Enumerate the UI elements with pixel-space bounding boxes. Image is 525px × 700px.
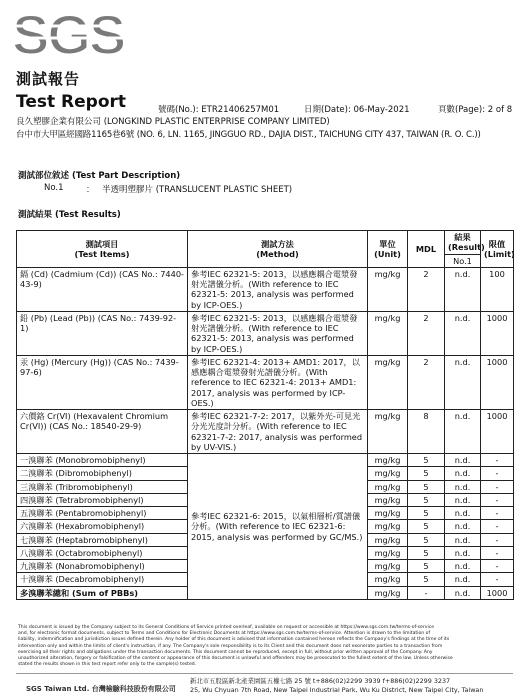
mdl-cell: 5 [408,520,445,533]
footer-address-zh: 新北市五股區新北產業園區五權七路 25 號 t+886(02)2299 3939 f+886(02)2299 3237 [190,677,451,685]
mdl-cell: 5 [408,467,445,480]
unit-cell: mg/kg [368,267,408,311]
sample-number: No.1 [44,183,64,193]
footer-address [190,677,483,695]
col-method: 測試方法 (Method) [188,231,368,268]
unit-cell: mg/kg [368,355,408,409]
table-row [17,267,514,311]
disclaimer-line: intervention only and within the limits of client's instruction, if any. The Company's sole responsibility is to its Client and this document does not exonerate parties to a transaction from [18,643,443,649]
limit-cell: - [481,560,514,573]
mdl-cell: 5 [408,533,445,546]
test-item: 三溴聯苯 (Tribromobiphenyl) [17,480,188,493]
title-chinese: 測試報告 [16,70,81,88]
result-cell: n.d. [445,480,481,493]
test-item: 汞 (Hg) (Mercury (Hg)) (CAS No.: 7439-97-6) [17,355,188,409]
col-result: 結果 (Result) [445,231,481,255]
company-address: 台中市大甲區經國路1165巷6號 (NO. 6, LN. 1165, JINGGUO RD., DAJIA DIST., TAICHUNG CITY 437, TAIWAN (R. O. C.)) [16,130,481,140]
test-method: 參考IEC 62321-6: 2015，以氣相層析/質譜儀分析。(With reference to IEC 62321-6: 2015, analysis was performed by GC/MS.) [188,454,368,600]
test-item: 六溴聯苯 (Hexabromobiphenyl) [17,520,188,533]
test-method: 參考IEC 62321-5: 2013，以感應耦合電漿發射光譜儀分析。(With reference to IEC 62321-5: 2013, analysis was performed by ICP-OES.) [188,311,368,355]
test-item: 鎘 (Cd) (Cadmium (Cd)) (CAS No.: 7440-43-9) [17,267,188,311]
sample-separator: ： [86,185,95,195]
unit-cell: mg/kg [368,493,408,506]
result-cell: n.d. [445,507,481,520]
limit-cell: - [481,493,514,506]
mdl-cell: 5 [408,480,445,493]
table-row [17,311,514,355]
limit-cell: 1000 [481,311,514,355]
result-cell: n.d. [445,520,481,533]
test-part-heading: 測試部位敘述 (Test Part Description) [18,171,181,181]
unit-cell: mg/kg [368,311,408,355]
unit-cell: mg/kg [368,507,408,520]
limit-cell: 100 [481,267,514,311]
test-item: 九溴聯苯 (Nonabromobiphenyl) [17,560,188,573]
test-item: 六價鉻 Cr(VI) (Hexavalent Chromium Cr(VI)) (CAS No.: 18540-29-9) [17,410,188,454]
disclaimer-line: exercising all their rights and obligations under the transaction documents. This document cannot be reproduced, except in full, without prior written approval of the Company. Any [18,649,433,655]
limit-cell: - [481,467,514,480]
mdl-cell: 2 [408,355,445,409]
sgs-logo [10,4,160,62]
col-unit: 單位 (Unit) [368,231,408,268]
test-item: 鉛 (Pb) (Lead (Pb)) (CAS No.: 7439-92-1) [17,311,188,355]
result-cell: n.d. [445,560,481,573]
test-item: 七溴聯苯 (Heptabromobiphenyl) [17,533,188,546]
results-table [16,230,514,600]
mdl-cell: 2 [408,311,445,355]
mdl-cell: 5 [408,546,445,559]
report-date: 日期(Date): 06-May-2021 [304,105,410,115]
mdl-cell: 5 [408,560,445,573]
mdl-cell: 2 [408,267,445,311]
result-cell: n.d. [445,454,481,467]
limit-cell: - [481,533,514,546]
test-item: 多溴聯苯總和 (Sum of PBBs) [17,586,188,599]
mdl-cell: 5 [408,493,445,506]
mdl-cell: 5 [408,507,445,520]
result-cell: n.d. [445,311,481,355]
test-item: 五溴聯苯 (Pentabromobiphenyl) [17,507,188,520]
col-test-items: 測試項目 (Test Items) [17,231,188,268]
svg-text:SGS: SGS [12,4,125,62]
disclaimer-line: stated the results shown in this test report refer only to the sample(s) tested. [18,662,197,668]
report-number: 號碼(No.): ETR21406257M01 [158,105,280,115]
test-item: 四溴聯苯 (Tetrabromobiphenyl) [17,493,188,506]
result-cell: n.d. [445,267,481,311]
result-cell: n.d. [445,355,481,409]
page-number: 頁數(Page): 2 of 8 [438,105,513,115]
table-row [17,410,514,454]
result-cell: n.d. [445,467,481,480]
unit-cell: mg/kg [368,573,408,586]
result-cell: n.d. [445,586,481,599]
disclaimer-line: unauthorized alteration, forgery or falsification of the content or appearance of this document is unlawful and offenders may be prosecuted to the fullest extent of the law. Unless otherwise [18,655,453,661]
result-cell: n.d. [445,573,481,586]
limit-cell: - [481,520,514,533]
limit-cell: 1000 [481,586,514,599]
unit-cell: mg/kg [368,586,408,599]
col-mdl: MDL [408,231,445,268]
limit-cell: - [481,507,514,520]
test-item: 十溴聯苯 (Decabromobiphenyl) [17,573,188,586]
result-cell: n.d. [445,546,481,559]
test-item: 一溴聯苯 (Monobromobiphenyl) [17,454,188,467]
unit-cell: mg/kg [368,520,408,533]
disclaimer-line: This document is issued by the Company subject to its General Conditions of Service printed overleaf, available on request or accessible at https://www.sgs.com.tw/terms-of-service [18,625,435,630]
disclaimer [18,625,508,668]
unit-cell: mg/kg [368,533,408,546]
test-method: 參考IEC 62321-7-2: 2017，以紫外光-可見光分光光度計分析。(With reference to IEC 62321-7-2: 2017, analysis was performed by UV-VIS.) [188,410,368,454]
results-heading: 測試結果 (Test Results) [18,210,121,220]
unit-cell: mg/kg [368,546,408,559]
result-cell: n.d. [445,533,481,546]
unit-cell: mg/kg [368,480,408,493]
test-item: 八溴聯苯 (Octabromobiphenyl) [17,546,188,559]
limit-cell: 1000 [481,410,514,454]
sample-description: 半透明塑膠片 (TRANSLUCENT PLASTIC SHEET) [102,185,293,195]
footer-divider [16,673,513,674]
col-limit: 限值 (Limit) [481,231,514,268]
test-item: 二溴聯苯 (Dibromobiphenyl) [17,467,188,480]
table-row [17,454,514,467]
company-name: 良久塑膠企業有限公司 (LONGKIND PLASTIC ENTERPRISE COMPANY LIMITED) [16,117,330,127]
result-cell: n.d. [445,410,481,454]
result-cell: n.d. [445,493,481,506]
limit-cell: - [481,480,514,493]
footer-address-en: 25, Wu Chyuan 7th Road, New Taipei Industrial Park, Wu Ku District, New Taipei City, Taiwan [190,685,484,694]
limit-cell: - [481,546,514,559]
footer-company: SGS Taiwan Ltd. 台灣檢驗科技股份有限公司 [26,685,176,693]
limit-cell: - [481,454,514,467]
mdl-cell: 5 [408,573,445,586]
col-result-sample: No.1 [445,254,481,267]
table-row [17,355,514,409]
mdl-cell: 8 [408,410,445,454]
title-english: Test Report [16,92,127,112]
mdl-cell: - [408,586,445,599]
unit-cell: mg/kg [368,410,408,454]
test-method: 參考IEC 62321-4: 2013+ AMD1: 2017，以感應耦合電漿發射光譜儀分析。(With reference to IEC 62321-4: 2013+ AMD1: 2017, analysis was performed by ICP-OES.) [188,355,368,409]
unit-cell: mg/kg [368,560,408,573]
limit-cell: - [481,573,514,586]
test-method: 參考IEC 62321-5: 2013，以感應耦合電漿發射光譜儀分析。(With reference to IEC 62321-5: 2013, analysis was performed by ICP-OES.) [188,267,368,311]
disclaimer-line: and, for electronic format documents, subject to Terms and Conditions for Electronic Documents at https://www.sgs.com.tw/terms-of-service. Attention is drawn to the limitation of [18,631,431,637]
unit-cell: mg/kg [368,467,408,480]
unit-cell: mg/kg [368,454,408,467]
disclaimer-line: liability, indemnification and jurisdiction issues defined therein. Any holder of this document is advised that information contained hereon reflects the Company's findings at the time of its [18,637,450,643]
mdl-cell: 5 [408,454,445,467]
limit-cell: 1000 [481,355,514,409]
